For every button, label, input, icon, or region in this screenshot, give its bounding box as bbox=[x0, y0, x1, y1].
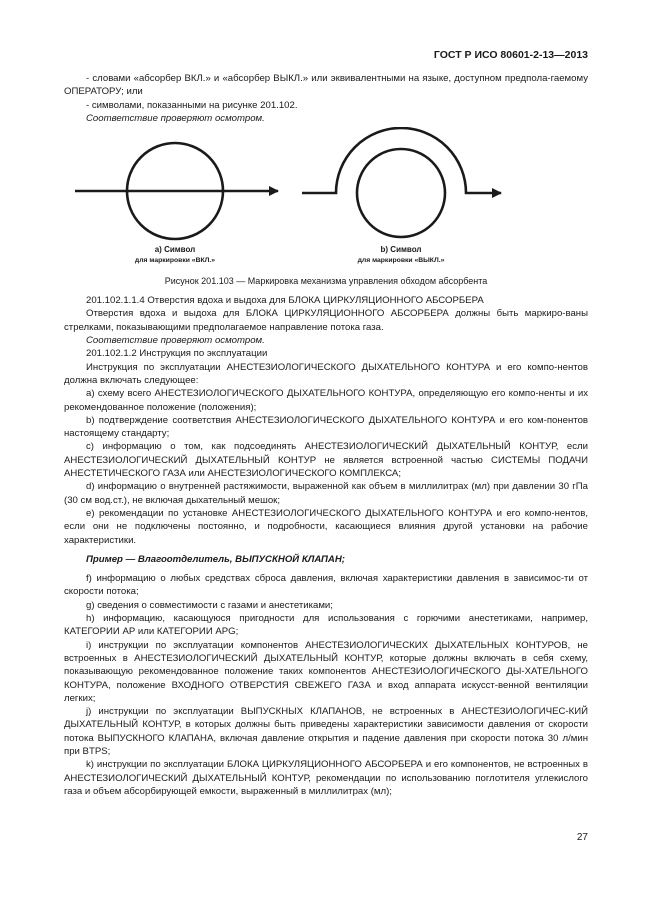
list-item: d) информацию о внутренней растяжимости, выраженной как объем в миллилитрах (мл) при давлении 30 гПа (30 см вод.ст.), не включая дыхательный мешок; bbox=[64, 481, 588, 506]
symbol-off-circle bbox=[357, 149, 445, 237]
list-item: c) информацию о том, как подсоединять АНЕСТЕЗИОЛОГИЧЕСКИЙ ДЫХАТЕЛЬНЫЙ КОНТУР, если АНЕСТЕЗИОЛОГИЧЕСКИЙ ДЫХАТЕЛЬНЫЙ КОНТУР не является встроенной частью СИСТЕМЫ ПОДАЧИ АНЕСТЕТИЧЕСКОГО ГАЗА или АНЕСТЕЗИОЛОГИЧЕСКОГО КОМПЛЕКСА; bbox=[64, 441, 588, 480]
list-item: b) подтверждение соответствия АНЕСТЕЗИОЛОГИЧЕСКОГО ДЫХАТЕЛЬНОГО КОНТУРА и его ком-понентов настоящему стандарту; bbox=[64, 414, 588, 440]
paragraph: - словами «абсорбер ВКЛ.» и «абсорбер ВЫКЛ.» или эквивалентными на языке, доступном предпола-гаемому ОПЕРАТОРУ; или bbox=[64, 73, 588, 98]
figure-201-103 bbox=[64, 127, 588, 294]
example-note: Пример — Влагоотделитель, ВЫПУСКНОЙ КЛАПАН; bbox=[86, 553, 345, 565]
paragraph: - символами, показанными на рисунке 201.102. bbox=[86, 99, 298, 111]
list-item: j) инструкции по эксплуатации ВЫПУСКНЫХ КЛАПАНОВ, не встроенных в АНЕСТЕЗИОЛОГИЧЕС-КИЙ ДЫХАТЕЛЬНЫЙ КОНТУР, в которых должны быть приведены характеристики зависимости давления от скорости потока ВЫПУСКНОГО КЛАПАНА, включая давление открытия и падение давления при скорости потока 30 л/мин при BTPS; bbox=[64, 706, 588, 757]
document-header: ГОСТ Р ИСО 80601-2-13—2013 bbox=[433, 49, 588, 61]
symbol-on-group bbox=[75, 143, 278, 239]
symbol-b-label: b) Символ bbox=[380, 245, 422, 255]
section-heading: 201.102.1.1.4 Отверстия вдоха и выдоха для БЛОКА ЦИРКУЛЯЦИОННОГО АБСОРБЕРА bbox=[86, 295, 484, 307]
list-item: f) информацию о любых средствах сброса давления, включая характеристики давления в зависимос-ти от скорости потока; bbox=[64, 573, 588, 598]
list-item: k) инструкции по эксплуатации БЛОКА ЦИРКУЛЯЦИОННОГО АБСОРБЕРА и его компонентов, не встроенных в АНЕСТЕЗИОЛОГИЧЕСКИЙ ДЫХАТЕЛЬНЫЙ КОНТУР, рекомендации по использованию поглотителя углекислого газа и объем абсорбирующей емкости, выраженный в миллилитрах (мл); bbox=[64, 759, 588, 797]
symbol-b-sublabel: для маркировки «ВЫКЛ.» bbox=[357, 257, 445, 265]
paragraph: Инструкция по эксплуатации АНЕСТЕЗИОЛОГИЧЕСКОГО ДЫХАТЕЛЬНОГО КОНТУРА и его компо-нентов должна включать следующее: bbox=[64, 361, 588, 386]
document-body bbox=[64, 72, 588, 798]
figure-caption: Рисунок 201.103 — Маркировка механизма управления обходом абсорбента bbox=[164, 276, 488, 287]
symbol-off-group bbox=[302, 128, 501, 237]
symbol-off-bypass-arrow bbox=[302, 128, 501, 193]
section-heading: 201.102.1.2 Инструкция по эксплуатации bbox=[86, 348, 268, 360]
compliance-note: Соответствие проверяют осмотром. bbox=[86, 335, 265, 347]
list-item: i) инструкции по эксплуатации компонентов АНЕСТЕЗИОЛОГИЧЕСКИХ ДЫХАТЕЛЬНЫХ КОНТУРОВ, не встроенных в АНЕСТЕЗИОЛОГИЧЕСКИЙ ДЫХАТЕЛЬНЫЙ КОНТУР, которые должны включать в себя схему, показывающую рекомендованное положение таких компонентов АНЕСТЕЗИОЛОГИЧЕСКОГО ДЫ-ХАТЕЛЬНОГО КОНТУРА, положение ВХОДНОГО ОТВЕРСТИЯ СВЕЖЕГО ГАЗА и вход аппарата искусст-венной вентиляции легких; bbox=[64, 639, 588, 704]
symbol-a-label: а) Символ bbox=[154, 245, 196, 255]
symbol-a-sublabel: для маркировки «ВКЛ.» bbox=[134, 257, 216, 265]
list-item: a) схему всего АНЕСТЕЗИОЛОГИЧЕСКОГО ДЫХАТЕЛЬНОГО КОНТУРА, определяющую его компо-ненты и их рекомендованное положение (положения); bbox=[64, 388, 588, 413]
list-item: e) рекомендации по установке АНЕСТЕЗИОЛОГИЧЕСКОГО ДЫХАТЕЛЬНОГО КОНТУРА и его компо-нентов, если они не подключены постоянно, и подробности, касающиеся влияния другой установки на рабочие характеристики. bbox=[64, 507, 588, 546]
page-number: 27 bbox=[576, 832, 588, 843]
paragraph: Отверстия вдоха и выдоха для БЛОКА ЦИРКУЛЯЦИОННОГО АБСОРБЕРА должны быть маркиро-ваны стрелками, показывающими предполагаемое направление потока газа. bbox=[64, 308, 588, 333]
list-item: g) сведения о совместимости с газами и анестетиками; bbox=[86, 599, 333, 611]
compliance-note: Соответствие проверяют осмотром. bbox=[86, 112, 265, 124]
list-item: h) информацию, касающуюся пригодности для использования с горючими анестетиками, например, КАТЕГОРИИ АР или КАТЕГОРИИ APG; bbox=[64, 613, 588, 638]
